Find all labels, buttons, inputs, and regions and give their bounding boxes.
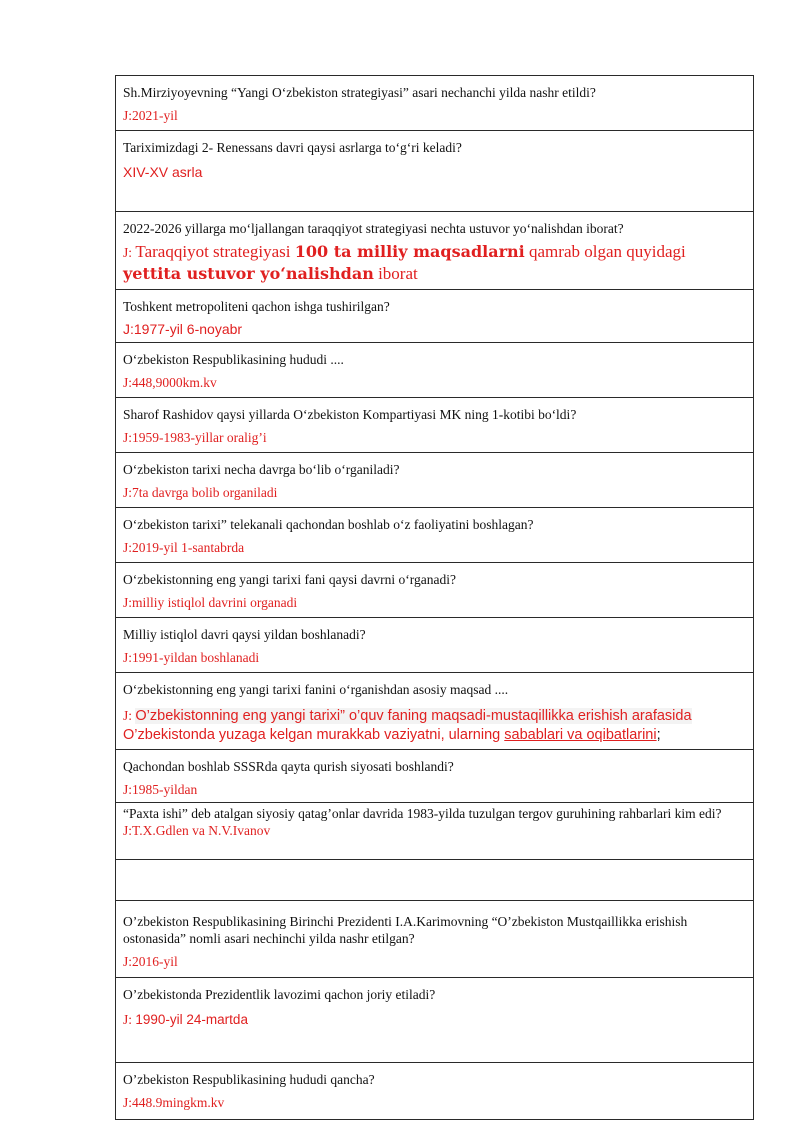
table-row [116, 76, 754, 131]
table-row [116, 398, 754, 453]
answer-prefix: J: [123, 1012, 136, 1027]
table-row [116, 1063, 754, 1120]
question-text: Milliy istiqlol davri qaysi yildan boshlanadi? [123, 627, 366, 642]
answer-text: XIV-XV asrla [123, 164, 203, 180]
answer-prefix: J: [123, 708, 136, 723]
table-row [116, 901, 754, 978]
qa-cell [116, 673, 754, 750]
question-text: Qachondan boshlab SSSRda qayta qurish siyosati boshlandi? [123, 759, 454, 774]
qa-cell [116, 290, 754, 343]
question-text: Sharof Rashidov qaysi yillarda O‘zbekiston Kompartiyasi MK ning 1-kotibi bo‘ldi? [123, 407, 577, 422]
table-row [116, 290, 754, 343]
qa-cell [116, 901, 754, 978]
qa-cell [116, 563, 754, 618]
qa-cell [116, 1063, 754, 1120]
qa-table [115, 75, 754, 1120]
question-text: Toshkent metropoliteni qachon ishga tushirilgan? [123, 299, 390, 314]
question-text: Sh.Mirziyoyevning “Yangi O‘zbekiston strategiyasi” asari nechanchi yilda nashr etildi? [123, 85, 596, 100]
answer-text: J:1959-1983-yillar oralig’i [123, 430, 267, 445]
question-text: O‘zbekistonning eng yangi tarixi fanini o‘rganishdan asosiy maqsad .... [123, 682, 509, 697]
table-row [116, 343, 754, 398]
answer-text [123, 241, 747, 284]
table-row [116, 131, 754, 212]
table-row [116, 563, 754, 618]
answer-part: 1990-yil 24-martda [135, 1012, 248, 1027]
qa-cell [116, 212, 754, 290]
qa-cell [116, 343, 754, 398]
answer-text: J:7ta davrga bolib organiladi [123, 485, 278, 500]
question-text: O’zbekiston Respublikasining Birinchi Prezidenti I.A.Karimovning “O’zbekiston Mustqaillikka erishish ostonasida” nomli asari nechinchi yilda nashr etilgan? [123, 914, 688, 946]
answer-text: J:milliy istiqlol davrini organadi [123, 595, 298, 610]
question-text: O‘zbekiston tarixi necha davrga bo‘lib o‘rganiladi? [123, 462, 400, 477]
answer-bold-part: yettita ustuvor yo‘nalishdan [123, 264, 374, 283]
table-row [116, 618, 754, 673]
qa-cell [116, 453, 754, 508]
empty-cell [116, 860, 754, 901]
table-row [116, 212, 754, 290]
question-text: “Paxta ishi” deb atalgan siyosiy qatag’onlar davrida 1983-yilda tuzulgan tergov guruhining rahbarlari kim edi? [123, 806, 722, 821]
answer-part: qamrab olgan quyidagi [524, 242, 686, 261]
answer-part: O’zbekistonda yuzaga kelgan murakkab vaziyatni, ularning [123, 727, 505, 743]
table-row [116, 673, 754, 750]
answer-prefix: J: [123, 245, 136, 260]
qa-cell [116, 76, 754, 131]
qa-cell [116, 131, 754, 212]
qa-cell [116, 398, 754, 453]
question-text: O’zbekistonda Prezidentlik lavozimi qachon joriy etiladi? [123, 987, 436, 1002]
answer-part: sabablari va oqibatlarini [504, 727, 657, 743]
answer-part: O’zbekistonning eng yangi tarixi” o’quv faning maqsadi-mustaqillikka erishish arafasida [135, 708, 692, 724]
table-row [116, 803, 754, 860]
answer-text: J:2021-yil [123, 108, 178, 123]
answer-part: iborat [373, 264, 418, 283]
qa-cell [116, 978, 754, 1063]
answer-part: Taraqqiyot strategiyasi [135, 242, 295, 261]
question-text: Tariximizdagi 2- Renessans davri qaysi asrlarga to‘g‘ri keladi? [123, 140, 462, 155]
qa-cell [116, 618, 754, 673]
answer-text [123, 706, 747, 745]
answer-text: J:T.X.Gdlen va N.V.Ivanov [123, 823, 271, 838]
table-row [116, 453, 754, 508]
answer-text: J:1991-yildan boshlanadi [123, 650, 260, 665]
answer-text: J:2016-yil [123, 954, 178, 969]
table-row [116, 750, 754, 803]
answer-bold-part: 100 ta milliy maqsadlarni [294, 242, 525, 261]
qa-cell [116, 750, 754, 803]
answer-text [123, 1011, 747, 1028]
question-text: 2022-2026 yillarga mo‘ljallangan taraqqiyot strategiyasi nechta ustuvor yo‘nalishdan iborat? [123, 221, 624, 236]
table-row [116, 508, 754, 563]
answer-text: J:448,9000km.kv [123, 375, 217, 390]
question-text: O‘zbekistonning eng yangi tarixi fani qaysi davrni o‘rganadi? [123, 572, 457, 587]
answer-text: J:2019-yil 1-santabrda [123, 540, 245, 555]
answer-text: J:448.9mingkm.kv [123, 1095, 225, 1110]
question-text: O’zbekiston Respublikasining hududi qancha? [123, 1072, 375, 1087]
qa-cell [116, 508, 754, 563]
question-text: O‘zbekiston tarixi” telekanali qachondan boshlab o‘z faoliyatini boshlagan? [123, 517, 534, 532]
answer-text: J:1977-yil 6-noyabr [123, 321, 243, 337]
answer-part: ; [656, 727, 661, 743]
answer-text: J:1985-yildan [123, 782, 198, 797]
table-row [116, 978, 754, 1063]
qa-cell [116, 803, 754, 860]
question-text: O‘zbekiston Respublikasining hududi .... [123, 352, 344, 367]
table-row [116, 860, 754, 901]
